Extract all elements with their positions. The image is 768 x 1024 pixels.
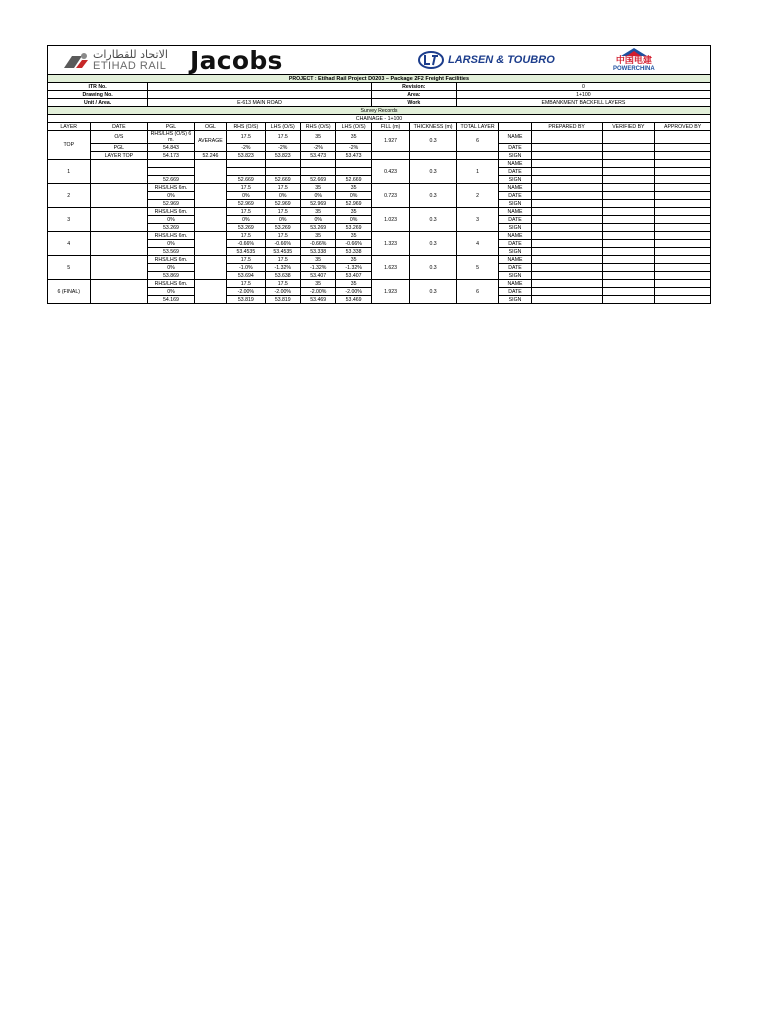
offset-cell: 35 <box>300 184 335 192</box>
prepared-by-cell[interactable] <box>531 248 602 256</box>
slope-cell: -2% <box>227 144 265 152</box>
offset-cell: 35 <box>336 232 371 240</box>
fill-cell: 0.723 <box>371 184 409 208</box>
prepared-by-cell[interactable] <box>531 160 602 168</box>
approved-by-cell[interactable] <box>655 144 711 152</box>
level-cell: 53.4535 <box>227 248 265 256</box>
fill-cell: 0.423 <box>371 160 409 184</box>
unit-value: E-613 MAIN ROAD <box>148 99 372 107</box>
prepared-by-cell[interactable] <box>531 264 602 272</box>
pgl-cell: 53.569 <box>148 248 195 256</box>
prepared-by-cell[interactable] <box>531 184 602 192</box>
level-cell: 52.669 <box>336 176 371 184</box>
layer-cell: 2 <box>48 184 91 208</box>
sign-label: NAME <box>499 232 531 240</box>
verified-by-cell[interactable] <box>602 184 655 192</box>
offset-cell: 17.5 <box>265 208 300 216</box>
date-cell[interactable] <box>90 208 148 232</box>
prepared-by-cell[interactable] <box>531 280 602 288</box>
level-cell: 53.823 <box>227 152 265 160</box>
layer-cell: 6 (FINAL) <box>48 280 91 304</box>
verified-by-cell[interactable] <box>602 216 655 224</box>
level-cell: 53.473 <box>336 152 371 160</box>
prepared-by-cell[interactable] <box>531 296 602 304</box>
verified-by-cell[interactable] <box>602 256 655 264</box>
survey-records-title: Survey Records <box>48 107 711 115</box>
approved-by-cell[interactable] <box>655 240 711 248</box>
slope-cell: -0.66% <box>227 240 265 248</box>
powerchina-text: POWERCHINA <box>613 66 655 72</box>
itr-label: ITR No. <box>48 83 148 91</box>
ogl-cell <box>194 256 226 280</box>
slope-desc-cell: 0% <box>148 192 195 200</box>
slope-cell <box>300 168 335 176</box>
prepared-by-cell[interactable] <box>531 216 602 224</box>
verified-by-cell[interactable] <box>602 272 655 280</box>
prepared-by-cell[interactable] <box>531 232 602 240</box>
itr-value <box>148 83 372 91</box>
prepared-by-cell[interactable] <box>531 200 602 208</box>
slope-cell: -2.00% <box>336 288 371 296</box>
layer-cell: TOP <box>48 131 91 160</box>
layer-top-ogl: 52.246 <box>194 152 226 160</box>
approved-by-cell[interactable] <box>655 200 711 208</box>
sign-label: SIGN <box>499 152 531 160</box>
prepared-by-cell[interactable] <box>531 192 602 200</box>
powerchina-logo <box>613 46 693 74</box>
col-header: LHS (O/S) <box>336 123 371 131</box>
offset-cell: 17.5 <box>265 280 300 288</box>
offset-cell: 35 <box>300 131 335 144</box>
approved-by-cell[interactable] <box>655 208 711 216</box>
verified-by-cell[interactable] <box>602 240 655 248</box>
prepared-by-cell[interactable] <box>531 272 602 280</box>
date-cell[interactable] <box>90 160 148 184</box>
sign-label: SIGN <box>499 224 531 232</box>
slope-cell: -0.66% <box>265 240 300 248</box>
offset-cell <box>265 160 300 168</box>
prepared-by-cell[interactable] <box>531 288 602 296</box>
sign-label: NAME <box>499 160 531 168</box>
slope-cell: -2% <box>265 144 300 152</box>
etihad-arabic-text: الاتحاد للقطارات <box>93 47 168 61</box>
approved-by-cell[interactable] <box>655 160 711 168</box>
level-cell: 53.269 <box>300 224 335 232</box>
approved-by-cell[interactable] <box>655 296 711 304</box>
larsen-toubro-logo <box>418 46 598 74</box>
sign-label: DATE <box>499 264 531 272</box>
approved-by-cell[interactable] <box>655 248 711 256</box>
verified-by-cell[interactable] <box>602 288 655 296</box>
layer-cell: 1 <box>48 160 91 184</box>
level-cell: 52.969 <box>265 200 300 208</box>
project-row <box>48 75 711 83</box>
desc-cell: RHS/LHS 6m. <box>148 256 195 264</box>
col-header: RHS (O/S) <box>227 123 265 131</box>
date-cell[interactable] <box>90 184 148 208</box>
verified-by-cell[interactable] <box>602 131 655 144</box>
total-layer-cell: 6 <box>456 280 499 304</box>
verified-by-cell[interactable] <box>602 232 655 240</box>
work-value: EMBANKMENT BACKFILL LAYERS <box>456 99 710 107</box>
offset-cell <box>227 160 265 168</box>
total-layer-cell: 5 <box>456 256 499 280</box>
col-header: APPROVED BY <box>655 123 711 131</box>
slope-cell: -1.32% <box>336 264 371 272</box>
offset-cell: 35 <box>300 280 335 288</box>
sign-label: DATE <box>499 288 531 296</box>
ogl-cell <box>194 184 226 208</box>
col-header: OGL <box>194 123 226 131</box>
total-layer-cell: 4 <box>456 232 499 256</box>
verified-by-cell[interactable] <box>602 296 655 304</box>
offset-cell: 35 <box>336 131 371 144</box>
col-header: TOTAL LAYER <box>456 123 499 131</box>
top-os-desc: RHS/LHS (O/S) 6 m. <box>148 131 195 144</box>
level-cell: 53.469 <box>336 296 371 304</box>
project-title <box>48 75 711 83</box>
offset-cell: 17.5 <box>265 256 300 264</box>
slope-cell: -2% <box>336 144 371 152</box>
offset-cell: 17.5 <box>265 232 300 240</box>
level-cell: 53.407 <box>336 272 371 280</box>
level-cell: 53.338 <box>300 248 335 256</box>
col-header: LAYER <box>48 123 91 131</box>
level-cell: 53.819 <box>227 296 265 304</box>
level-cell: 53.338 <box>336 248 371 256</box>
layer-6-row-a <box>48 280 711 288</box>
top-average: AVERAGE <box>194 131 226 152</box>
desc-cell <box>148 160 195 168</box>
top-pgl-label: PGL <box>90 144 148 152</box>
area-label: Area: <box>371 91 456 99</box>
slope-cell: -2% <box>300 144 335 152</box>
col-header: THICKNESS (m) <box>410 123 457 131</box>
level-cell: 53.4535 <box>265 248 300 256</box>
approved-by-cell[interactable] <box>655 176 711 184</box>
ogl-cell <box>194 160 226 184</box>
slope-cell <box>265 168 300 176</box>
sign-label: DATE <box>499 168 531 176</box>
jacobs-logo: Jacobs <box>190 45 283 75</box>
approved-by-cell[interactable] <box>655 232 711 240</box>
level-cell: 52.969 <box>300 200 335 208</box>
fill-cell: 1.923 <box>371 280 409 304</box>
itr-sheet <box>47 45 711 304</box>
top-pgl-value: 54.843 <box>148 144 195 152</box>
logo-bar <box>47 45 711 74</box>
approved-by-cell[interactable] <box>655 184 711 192</box>
survey-form-table <box>47 74 711 304</box>
approved-by-cell[interactable] <box>655 216 711 224</box>
approved-by-cell[interactable] <box>655 168 711 176</box>
slope-cell: 0% <box>227 192 265 200</box>
column-header-row <box>48 123 711 131</box>
slope-cell: 0% <box>336 216 371 224</box>
verified-by-cell[interactable] <box>602 200 655 208</box>
verified-by-cell[interactable] <box>602 168 655 176</box>
fill-cell: 1.623 <box>371 256 409 280</box>
layer-top-pgl: 54.173 <box>148 152 195 160</box>
ogl-cell <box>194 280 226 304</box>
fill-cell: 1.323 <box>371 232 409 256</box>
prepared-by-cell[interactable] <box>531 224 602 232</box>
slope-desc-cell <box>148 168 195 176</box>
offset-cell: 35 <box>336 280 371 288</box>
slope-cell: 0% <box>227 216 265 224</box>
layer-5-row-a <box>48 256 711 264</box>
revision-value: 0 <box>456 83 710 91</box>
slope-cell: -2.00% <box>300 288 335 296</box>
approved-by-cell[interactable] <box>655 272 711 280</box>
pgl-cell: 54.169 <box>148 296 195 304</box>
pgl-cell: 52.969 <box>148 200 195 208</box>
approved-by-cell[interactable] <box>655 264 711 272</box>
chainage-label: CHAINAGE - 1+100 <box>48 115 711 123</box>
level-cell: 52.669 <box>227 176 265 184</box>
drawing-label: Drawing No. <box>48 91 148 99</box>
verified-by-cell[interactable] <box>602 192 655 200</box>
col-header: PREPARED BY <box>531 123 602 131</box>
slope-cell: -0.66% <box>336 240 371 248</box>
ogl-cell <box>194 208 226 232</box>
offset-cell: 17.5 <box>227 232 265 240</box>
desc-cell: RHS/LHS 6m. <box>148 280 195 288</box>
offset-cell: 35 <box>336 208 371 216</box>
slope-desc-cell: 0% <box>148 240 195 248</box>
prepared-by-cell[interactable] <box>531 240 602 248</box>
thickness-cell <box>410 152 457 160</box>
slope-cell: -1.32% <box>265 264 300 272</box>
verified-by-cell[interactable] <box>602 160 655 168</box>
fill-cell <box>371 152 409 160</box>
desc-cell: RHS/LHS 6m. <box>148 232 195 240</box>
unit-label: Unit / Area. <box>48 99 148 107</box>
offset-cell: 35 <box>336 256 371 264</box>
work-label: Work <box>371 99 456 107</box>
etihad-rail-logo <box>62 46 182 74</box>
sign-label: NAME <box>499 280 531 288</box>
verified-by-cell[interactable] <box>602 280 655 288</box>
level-cell: 53.407 <box>300 272 335 280</box>
slope-desc-cell: 0% <box>148 288 195 296</box>
layer-1-row-a <box>48 160 711 168</box>
prepared-by-cell[interactable] <box>531 144 602 152</box>
offset-cell <box>300 160 335 168</box>
total-layer-cell <box>456 152 499 160</box>
level-cell: 53.823 <box>265 152 300 160</box>
prepared-by-cell[interactable] <box>531 176 602 184</box>
pgl-cell: 53.269 <box>148 224 195 232</box>
col-header: PGL <box>148 123 195 131</box>
chainage-row <box>48 115 711 123</box>
slope-cell <box>336 168 371 176</box>
offset-cell <box>336 160 371 168</box>
pgl-cell: 52.669 <box>148 176 195 184</box>
level-cell: 53.694 <box>227 272 265 280</box>
col-header: FILL (m) <box>371 123 409 131</box>
layer-cell: 4 <box>48 232 91 256</box>
level-cell: 52.669 <box>300 176 335 184</box>
sign-label: DATE <box>499 216 531 224</box>
offset-cell: 35 <box>336 184 371 192</box>
prepared-by-cell[interactable] <box>531 168 602 176</box>
level-cell: 53.469 <box>300 296 335 304</box>
revision-label: Revision: <box>371 83 456 91</box>
total-layer-cell: 1 <box>456 160 499 184</box>
offset-cell: 17.5 <box>227 184 265 192</box>
fill-cell: 1.927 <box>371 131 409 152</box>
sign-label: NAME <box>499 184 531 192</box>
slope-cell: 0% <box>265 216 300 224</box>
level-cell: 52.969 <box>227 200 265 208</box>
sign-label: SIGN <box>499 200 531 208</box>
verified-by-cell[interactable] <box>602 152 655 160</box>
pgl-cell: 53.869 <box>148 272 195 280</box>
verified-by-cell[interactable] <box>602 144 655 152</box>
verified-by-cell[interactable] <box>602 224 655 232</box>
slope-cell: -0.66% <box>300 240 335 248</box>
thickness-cell: 0.3 <box>410 232 457 256</box>
slope-cell: 0% <box>300 216 335 224</box>
offset-cell: 35 <box>300 256 335 264</box>
total-layer-cell: 3 <box>456 208 499 232</box>
col-header: RHS (O/S) <box>300 123 335 131</box>
verified-by-cell[interactable] <box>602 264 655 272</box>
thickness-cell: 0.3 <box>410 184 457 208</box>
ogl-cell <box>194 232 226 256</box>
sign-label: NAME <box>499 208 531 216</box>
col-header: VERIFIED BY <box>602 123 655 131</box>
approved-by-cell[interactable] <box>655 224 711 232</box>
slope-cell: 0% <box>300 192 335 200</box>
project-value: Etihad Rail Project D0203 – Package 2F2 Freight Facilities <box>318 75 470 82</box>
slope-cell: -2.00% <box>227 288 265 296</box>
approved-by-cell[interactable] <box>655 192 711 200</box>
powerchina-cn-text: 中国电建 <box>615 56 652 66</box>
slope-cell: -1.32% <box>300 264 335 272</box>
sign-label: SIGN <box>499 272 531 280</box>
date-cell[interactable] <box>90 256 148 280</box>
top-layer-top-row <box>48 152 711 160</box>
area-value: 1+100 <box>456 91 710 99</box>
sign-label: NAME <box>499 131 531 144</box>
layer-2-row-a <box>48 184 711 192</box>
sign-label: DATE <box>499 240 531 248</box>
survey-title-row <box>48 107 711 115</box>
sign-label: SIGN <box>499 248 531 256</box>
level-cell: 53.269 <box>227 224 265 232</box>
lt-name-text: LARSEN & TOUBRO <box>448 54 555 66</box>
col-header: DATE <box>90 123 148 131</box>
level-cell: 53.269 <box>336 224 371 232</box>
prepared-by-cell[interactable] <box>531 208 602 216</box>
date-cell[interactable] <box>90 232 148 256</box>
verified-by-cell[interactable] <box>602 208 655 216</box>
verified-by-cell[interactable] <box>602 248 655 256</box>
desc-cell: RHS/LHS 6m. <box>148 208 195 216</box>
offset-cell: 17.5 <box>227 256 265 264</box>
sign-label: DATE <box>499 192 531 200</box>
level-cell: 53.269 <box>265 224 300 232</box>
thickness-cell: 0.3 <box>410 131 457 152</box>
offset-cell: 17.5 <box>227 131 265 144</box>
prepared-by-cell[interactable] <box>531 256 602 264</box>
header-row-itr <box>48 83 711 91</box>
date-cell[interactable] <box>90 280 148 304</box>
slope-cell: -2.00% <box>265 288 300 296</box>
slope-desc-cell: 0% <box>148 264 195 272</box>
thickness-cell: 0.3 <box>410 280 457 304</box>
approved-by-cell[interactable] <box>655 256 711 264</box>
approved-by-cell[interactable] <box>655 280 711 288</box>
approved-by-cell[interactable] <box>655 131 711 144</box>
offset-cell: 17.5 <box>227 280 265 288</box>
offset-cell: 17.5 <box>265 184 300 192</box>
slope-cell <box>227 168 265 176</box>
offset-cell: 17.5 <box>227 208 265 216</box>
slope-cell: 0% <box>336 192 371 200</box>
layer-3-row-a <box>48 208 711 216</box>
offset-cell: 17.5 <box>265 131 300 144</box>
layer-top-label: LAYER TOP <box>90 152 148 160</box>
slope-cell: 0% <box>265 192 300 200</box>
layer-cell: 5 <box>48 256 91 280</box>
desc-cell: RHS/LHS 6m. <box>148 184 195 192</box>
layer-cell: 3 <box>48 208 91 232</box>
fill-cell: 1.023 <box>371 208 409 232</box>
level-cell: 53.638 <box>265 272 300 280</box>
approved-by-cell[interactable] <box>655 152 711 160</box>
thickness-cell: 0.3 <box>410 256 457 280</box>
etihad-latin-text: ETIHAD RAIL <box>93 59 167 72</box>
sign-label: SIGN <box>499 296 531 304</box>
level-cell: 52.669 <box>265 176 300 184</box>
lt-mark-icon <box>418 51 444 69</box>
offset-cell: 35 <box>300 208 335 216</box>
drawing-value <box>148 91 372 99</box>
sign-label: SIGN <box>499 176 531 184</box>
prepared-by-cell[interactable] <box>531 152 602 160</box>
total-layer-cell: 6 <box>456 131 499 152</box>
col-header: LHS (O/S) <box>265 123 300 131</box>
header-row-unit <box>48 99 711 107</box>
verified-by-cell[interactable] <box>602 176 655 184</box>
sign-label: NAME <box>499 256 531 264</box>
slope-cell: -1.0% <box>227 264 265 272</box>
offset-cell: 35 <box>300 232 335 240</box>
total-layer-cell: 2 <box>456 184 499 208</box>
layer-4-row-a <box>48 232 711 240</box>
top-os-label: O/S <box>90 131 148 144</box>
level-cell: 53.819 <box>265 296 300 304</box>
project-label: PROJECT : <box>288 75 317 82</box>
sign-label: DATE <box>499 144 531 152</box>
level-cell: 52.969 <box>336 200 371 208</box>
etihad-rail-mark-icon <box>62 50 90 70</box>
approved-by-cell[interactable] <box>655 288 711 296</box>
level-cell: 53.473 <box>300 152 335 160</box>
slope-desc-cell: 0% <box>148 216 195 224</box>
top-os-row <box>48 131 711 144</box>
thickness-cell: 0.3 <box>410 160 457 184</box>
col-header <box>499 123 531 131</box>
header-row-drawing <box>48 91 711 99</box>
thickness-cell: 0.3 <box>410 208 457 232</box>
prepared-by-cell[interactable] <box>531 131 602 144</box>
